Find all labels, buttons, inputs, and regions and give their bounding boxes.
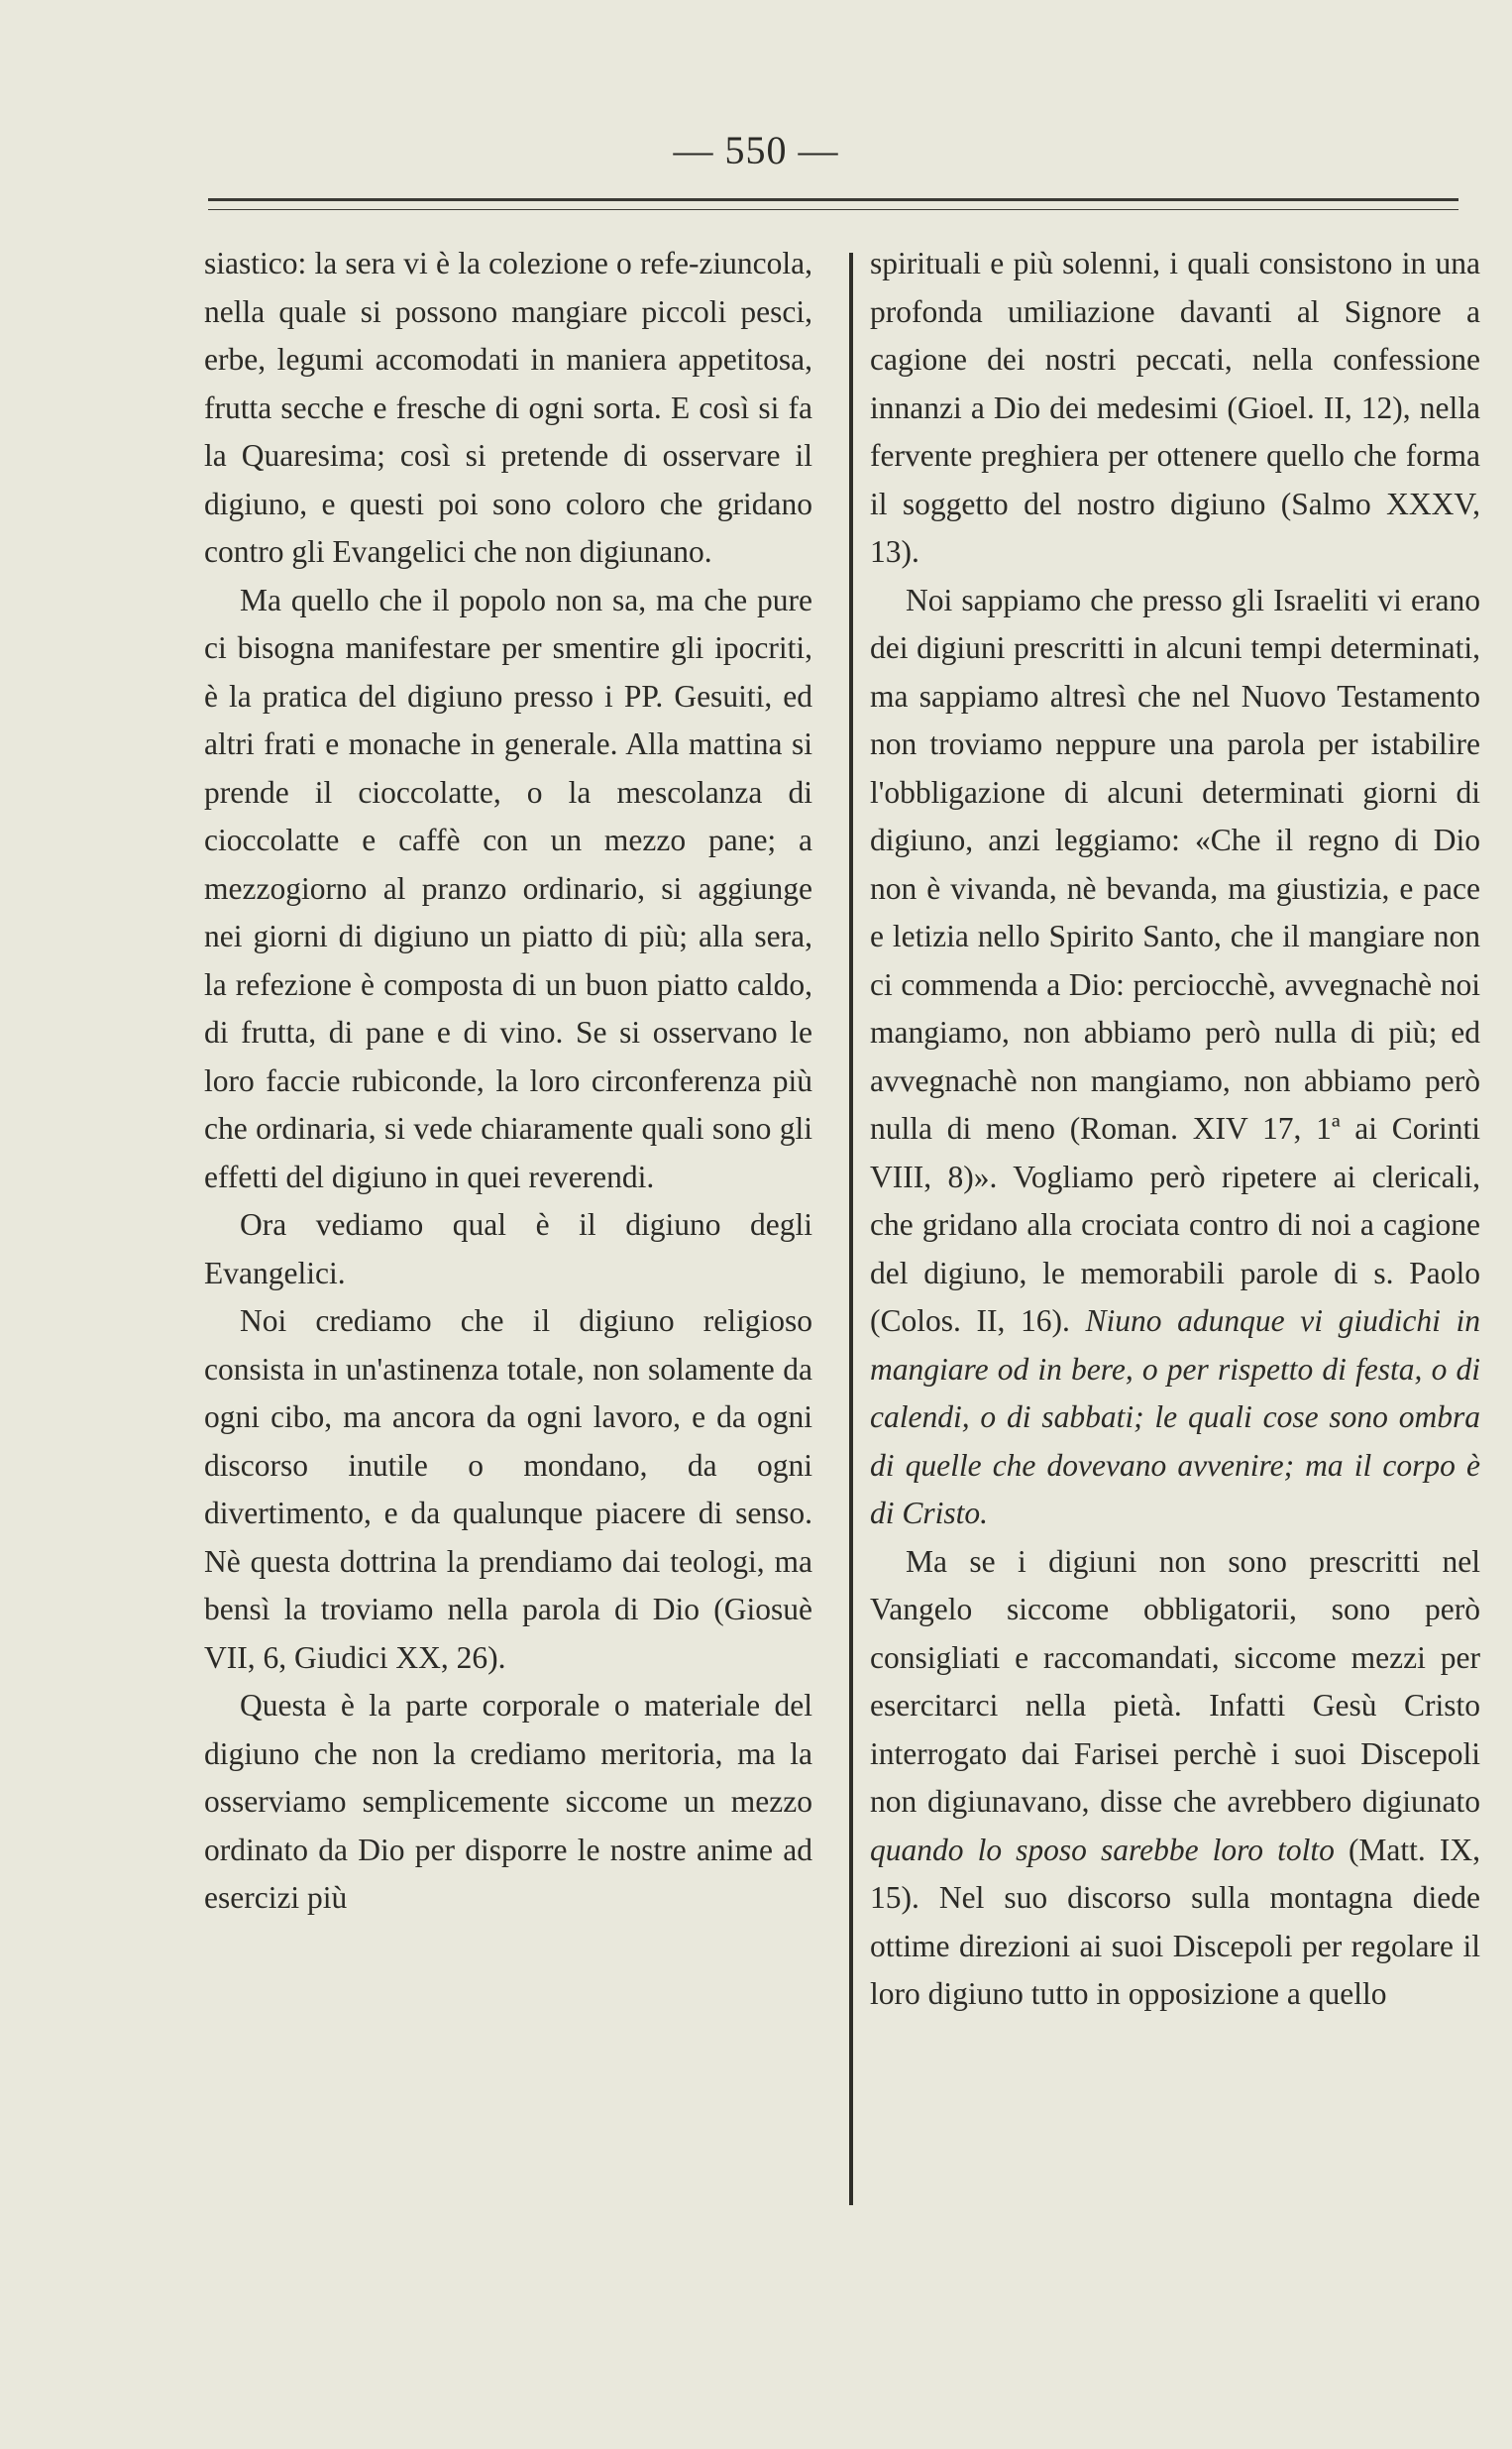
page-number: — 550 — [673,128,839,172]
left-paragraph-5: Questa è la parte corporale o materiale del digiuno che non la crediamo meritoria, ma la osserviamo semplicemente siccome un mezzo ordinato da Dio per disporre le nostre anime ad esercizi più [204,1688,812,1915]
left-paragraph-4: Noi crediamo che il digiuno religioso consista in un'astinenza totale, non solamente da ogni cibo, ma ancora da ogni lavoro, e da ogni discorso inutile o mondano, da ogni divertimento, e da qualunque piacere di senso. Nè questa dottrina la prendiamo dai teologi, ma bensì la troviamo nella parola di Dio (Giosuè VII, 6, Giudici XX, 26). [204,1303,812,1675]
right-paragraph-2-quote: Niuno adunque vi giudichi in mangiare od in bere, o per rispetto di festa, o di calendi, o di sabbati; le quali cose sono ombra di quelle che dovevano avvenire; ma il corpo è di Cristo. [870,1303,1481,1530]
right-paragraph-3-quote: quando lo sposo sarebbe loro tolto [870,1832,1335,1867]
left-column [204,240,812,1923]
right-paragraph-3-text: Ma se i digiuni non sono prescritti nel Vangelo siccome obbligatorii, sono però consigliati e raccomandati, siccome mezzi per esercitarci nella pietà. Infatti Gesù Cristo interrogato dai Farisei perchè i suoi Discepoli non digiunavano, disse che avrebbero digiunato [870,1543,1480,1819]
right-column [870,240,1480,2019]
header-rule [208,198,1458,210]
right-paragraph-2 [870,577,1480,1538]
right-paragraph-3-tail: (Matt. IX, 15). Nel suo discorso sulla montagna diede ottime direzioni ai suoi Discepoli per regolare il loro digiuno tutto in opposizione a quello [870,1832,1480,2011]
right-paragraph-1: spirituali e più solenni, i quali consistono in una profonda umiliazione davanti al Signore a cagione dei nostri peccati, nella confessione innanzi a Dio dei medesimi (Gioel. II, 12), nella fervente preghiera per ottenere quello che forma il soggetto del nostro digiuno (Salmo XXXV, 13). [870,246,1480,569]
column-divider [849,253,853,2205]
left-paragraph-1: siastico: la sera vi è la colezione o refe-ziuncola, nella quale si possono mangiare piccoli pesci, erbe, legumi accomodati in maniera appetitosa, frutta secche e fresche di ogni sorta. E così si fa la Quaresima; così si pretende di osservare il digiuno, e questi poi sono coloro che gridano contro gli Evangelici che non digiunano. [204,246,812,569]
right-paragraph-3 [870,1538,1480,2019]
left-paragraph-2: Ma quello che il popolo non sa, ma che pure ci bisogna manifestare per smentire gli ipocriti, è la pratica del digiuno presso i PP. Gesuiti, ed altri frati e monache in generale. Alla mattina si prende il cioccolatte, o la mescolanza di cioccolatte e caffè con un mezzo pane; a mezzogiorno al pranzo ordinario, si aggiunge nei giorni di digiuno un piatto di più; alla sera, la refezione è composta di un buon piatto caldo, di frutta, di pane e di vino. Se si osservano le loro faccie rubiconde, la loro circonferenza più che ordinaria, si vede chiaramente quali sono gli effetti del digiuno in quei reverendi. [204,582,812,1194]
left-paragraph-3: Ora vediamo qual è il digiuno degli Evangelici. [204,1207,812,1290]
right-paragraph-2-text: Noi sappiamo che presso gli Israeliti vi erano dei digiuni prescritti in alcuni tempi determinati, ma sappiamo altresì che nel Nuovo Testamento non troviamo neppure una parola per istabilire l'obbligazione di alcuni determinati giorni di digiuno, anzi leggiamo: «Che il regno di Dio non è vivanda, nè bevanda, ma giustizia, e pace e letizia nello Spirito Santo, che il mangiare non ci commenda a Dio: perciocchè, avvegnachè noi mangiamo, non abbiamo però nulla di più; ed avvegnachè non mangiamo, non abbiamo però nulla di meno (Roman. XIV 17, 1ª ai Corinti VIII, 8)». Vogliamo però ripetere ai clericali, che gridano alla crociata contro di noi a cagione del digiuno, le memorabili parole di s. Paolo (Colos. II, 16). [870,582,1480,1338]
